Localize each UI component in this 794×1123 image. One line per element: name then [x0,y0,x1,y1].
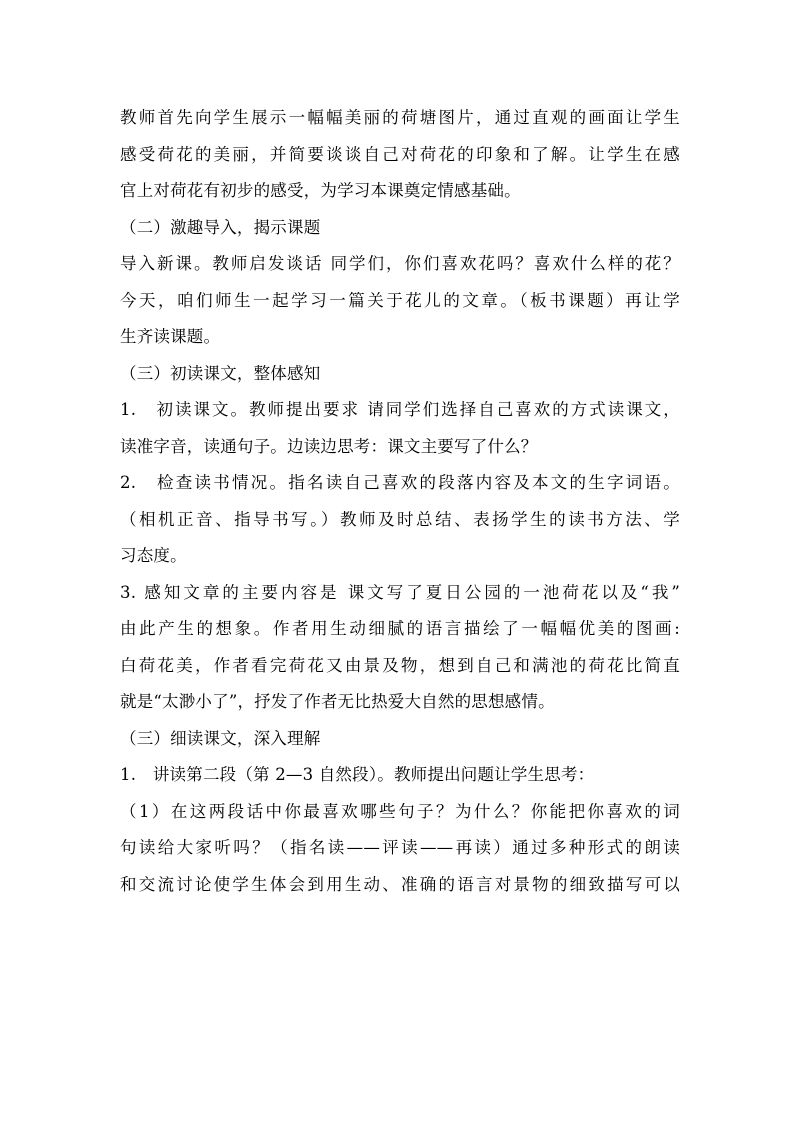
list-item-line: （相机正音、指导书写。）教师及时总结、表扬学生的读书方法、学 [120,509,680,529]
section-heading: （三）细读课文，深入理解 [120,728,321,748]
paragraph-line: 和交流讨论使学生体会到用生动、准确的语言对景物的细致描写可以 [120,874,680,894]
list-item-line: 2. 检查读书情况。指名读自己喜欢的段落内容及本文的生字词语。 [120,473,680,492]
list-item-line: 习态度。 [120,546,187,565]
section-heading: （三）初读课文，整体感知 [120,363,321,383]
paragraph-line: 今天，咱们师生一起学习一篇关于花儿的文章。（板书课题）再让学 [120,290,680,310]
paragraph-line: （1）在这两段话中你最喜欢哪些句子？为什么？你能把你喜欢的词 [120,801,680,821]
section-heading: （二）激趣导入，揭示课题 [120,217,321,237]
list-item-line: 1. 初读课文。教师提出要求 请同学们选择自己喜欢的方式读课文， [120,400,680,419]
paragraph-line: 官上对荷花有初步的感受，为学习本课奠定情感基础。 [120,181,521,200]
list-item-line: 就是“太渺小了”，抒发了作者无比热爱大自然的思想感情。 [120,692,555,711]
list-item-line: 白荷花美，作者看完荷花又由景及物，想到自己和满池的荷花比简直 [120,655,680,675]
paragraph-line: 感受荷花的美丽，并简要谈谈自己对荷花的印象和了解。让学生在感 [120,144,680,164]
paragraph-line: 教师首先向学生展示一幅幅美丽的荷塘图片，通过直观的画面让学生 [120,108,680,127]
list-item-line: 1. 讲读第二段（第 2—3 自然段）。教师提出问题让学生思考： [120,765,595,784]
paragraph-line: 句读给大家听吗？（指名读——评读——再读）通过多种形式的朗读 [120,838,680,857]
document-page [120,100,680,903]
paragraph-line: 生齐读课题。 [120,327,221,346]
paragraph-line: 导入新课。教师启发谈话 同学们，你们喜欢花吗？喜欢什么样的花？ [120,254,680,273]
list-item-line: 读准字音，读通句子。边读边思考：课文主要写了什么？ [120,436,538,456]
list-item-line: 由此产生的想象。作者用生动细腻的语言描绘了一幅幅优美的图画: [120,619,680,638]
list-item-line: 3. 感知文章的主要内容是 课文写了夏日公园的一池荷花以及“我” [120,582,680,602]
